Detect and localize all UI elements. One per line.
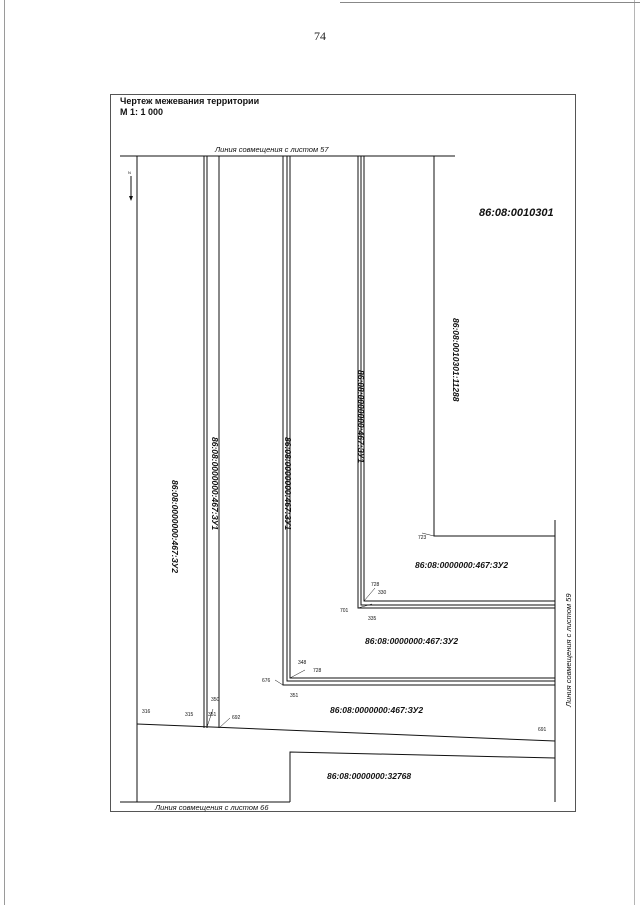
point-728a: 728	[371, 582, 380, 588]
label-zu1-b: 86:08:0000000:467:ЗУ1	[283, 437, 293, 531]
point-316: 316	[142, 709, 151, 715]
north-arrow-label: N	[128, 170, 131, 175]
zu1-strip-b-outer	[283, 156, 555, 685]
caption-top: Линия совмещения с листом 57	[215, 145, 329, 154]
north-arrow-icon	[128, 170, 133, 201]
zu1-strip-b-inner	[287, 156, 555, 681]
label-zu1-a: 86:08:0000000:467:ЗУ1	[210, 437, 220, 531]
point-676: 676	[262, 678, 271, 684]
point-691: 691	[538, 727, 547, 733]
leader-728a	[364, 588, 375, 601]
zu1-strip-b-inner2	[290, 156, 555, 678]
quarter-number: 86:08:0010301	[479, 207, 554, 219]
point-335: 335	[368, 616, 377, 622]
scale-text: М 1: 1 000	[120, 107, 164, 117]
point-692: 692	[232, 715, 241, 721]
label-zu1-c: 86:08:0000000:467:ЗУ1	[356, 370, 366, 464]
leader-728b	[290, 670, 305, 678]
label-parcel-11288: 86:08:0010301:11288	[451, 318, 461, 402]
label-zu2-left: 86:08:0000000:467:ЗУ2	[170, 480, 180, 574]
label-zu2-band3: 86:08:0000000:467:ЗУ2	[330, 705, 424, 715]
point-728b: 728	[313, 668, 322, 674]
point-351a: 351	[290, 693, 299, 699]
point-723: 723	[418, 535, 427, 541]
label-zu2-band2: 86:08:0000000:467:ЗУ2	[365, 636, 459, 646]
label-zu2-band1: 86:08:0000000:467:ЗУ2	[415, 560, 509, 570]
point-330: 330	[378, 590, 387, 596]
point-315: 315	[185, 712, 194, 718]
leader-692	[219, 718, 230, 728]
leader-676	[275, 680, 283, 685]
caption-right: Линия совмещения с листом 59	[564, 593, 573, 707]
road-boundary	[137, 724, 555, 741]
label-parcel-32768: 86:08:0000000:32768	[327, 771, 412, 781]
title-text: Чертеж межевания территории	[120, 96, 260, 106]
point-350: 350	[211, 697, 220, 703]
point-701: 701	[340, 608, 349, 614]
caption-bottom: Линия совмещения с листом 66	[155, 803, 269, 812]
page-number: 74	[314, 29, 326, 43]
point-351b: 351	[208, 712, 217, 718]
point-348: 348	[298, 660, 307, 666]
